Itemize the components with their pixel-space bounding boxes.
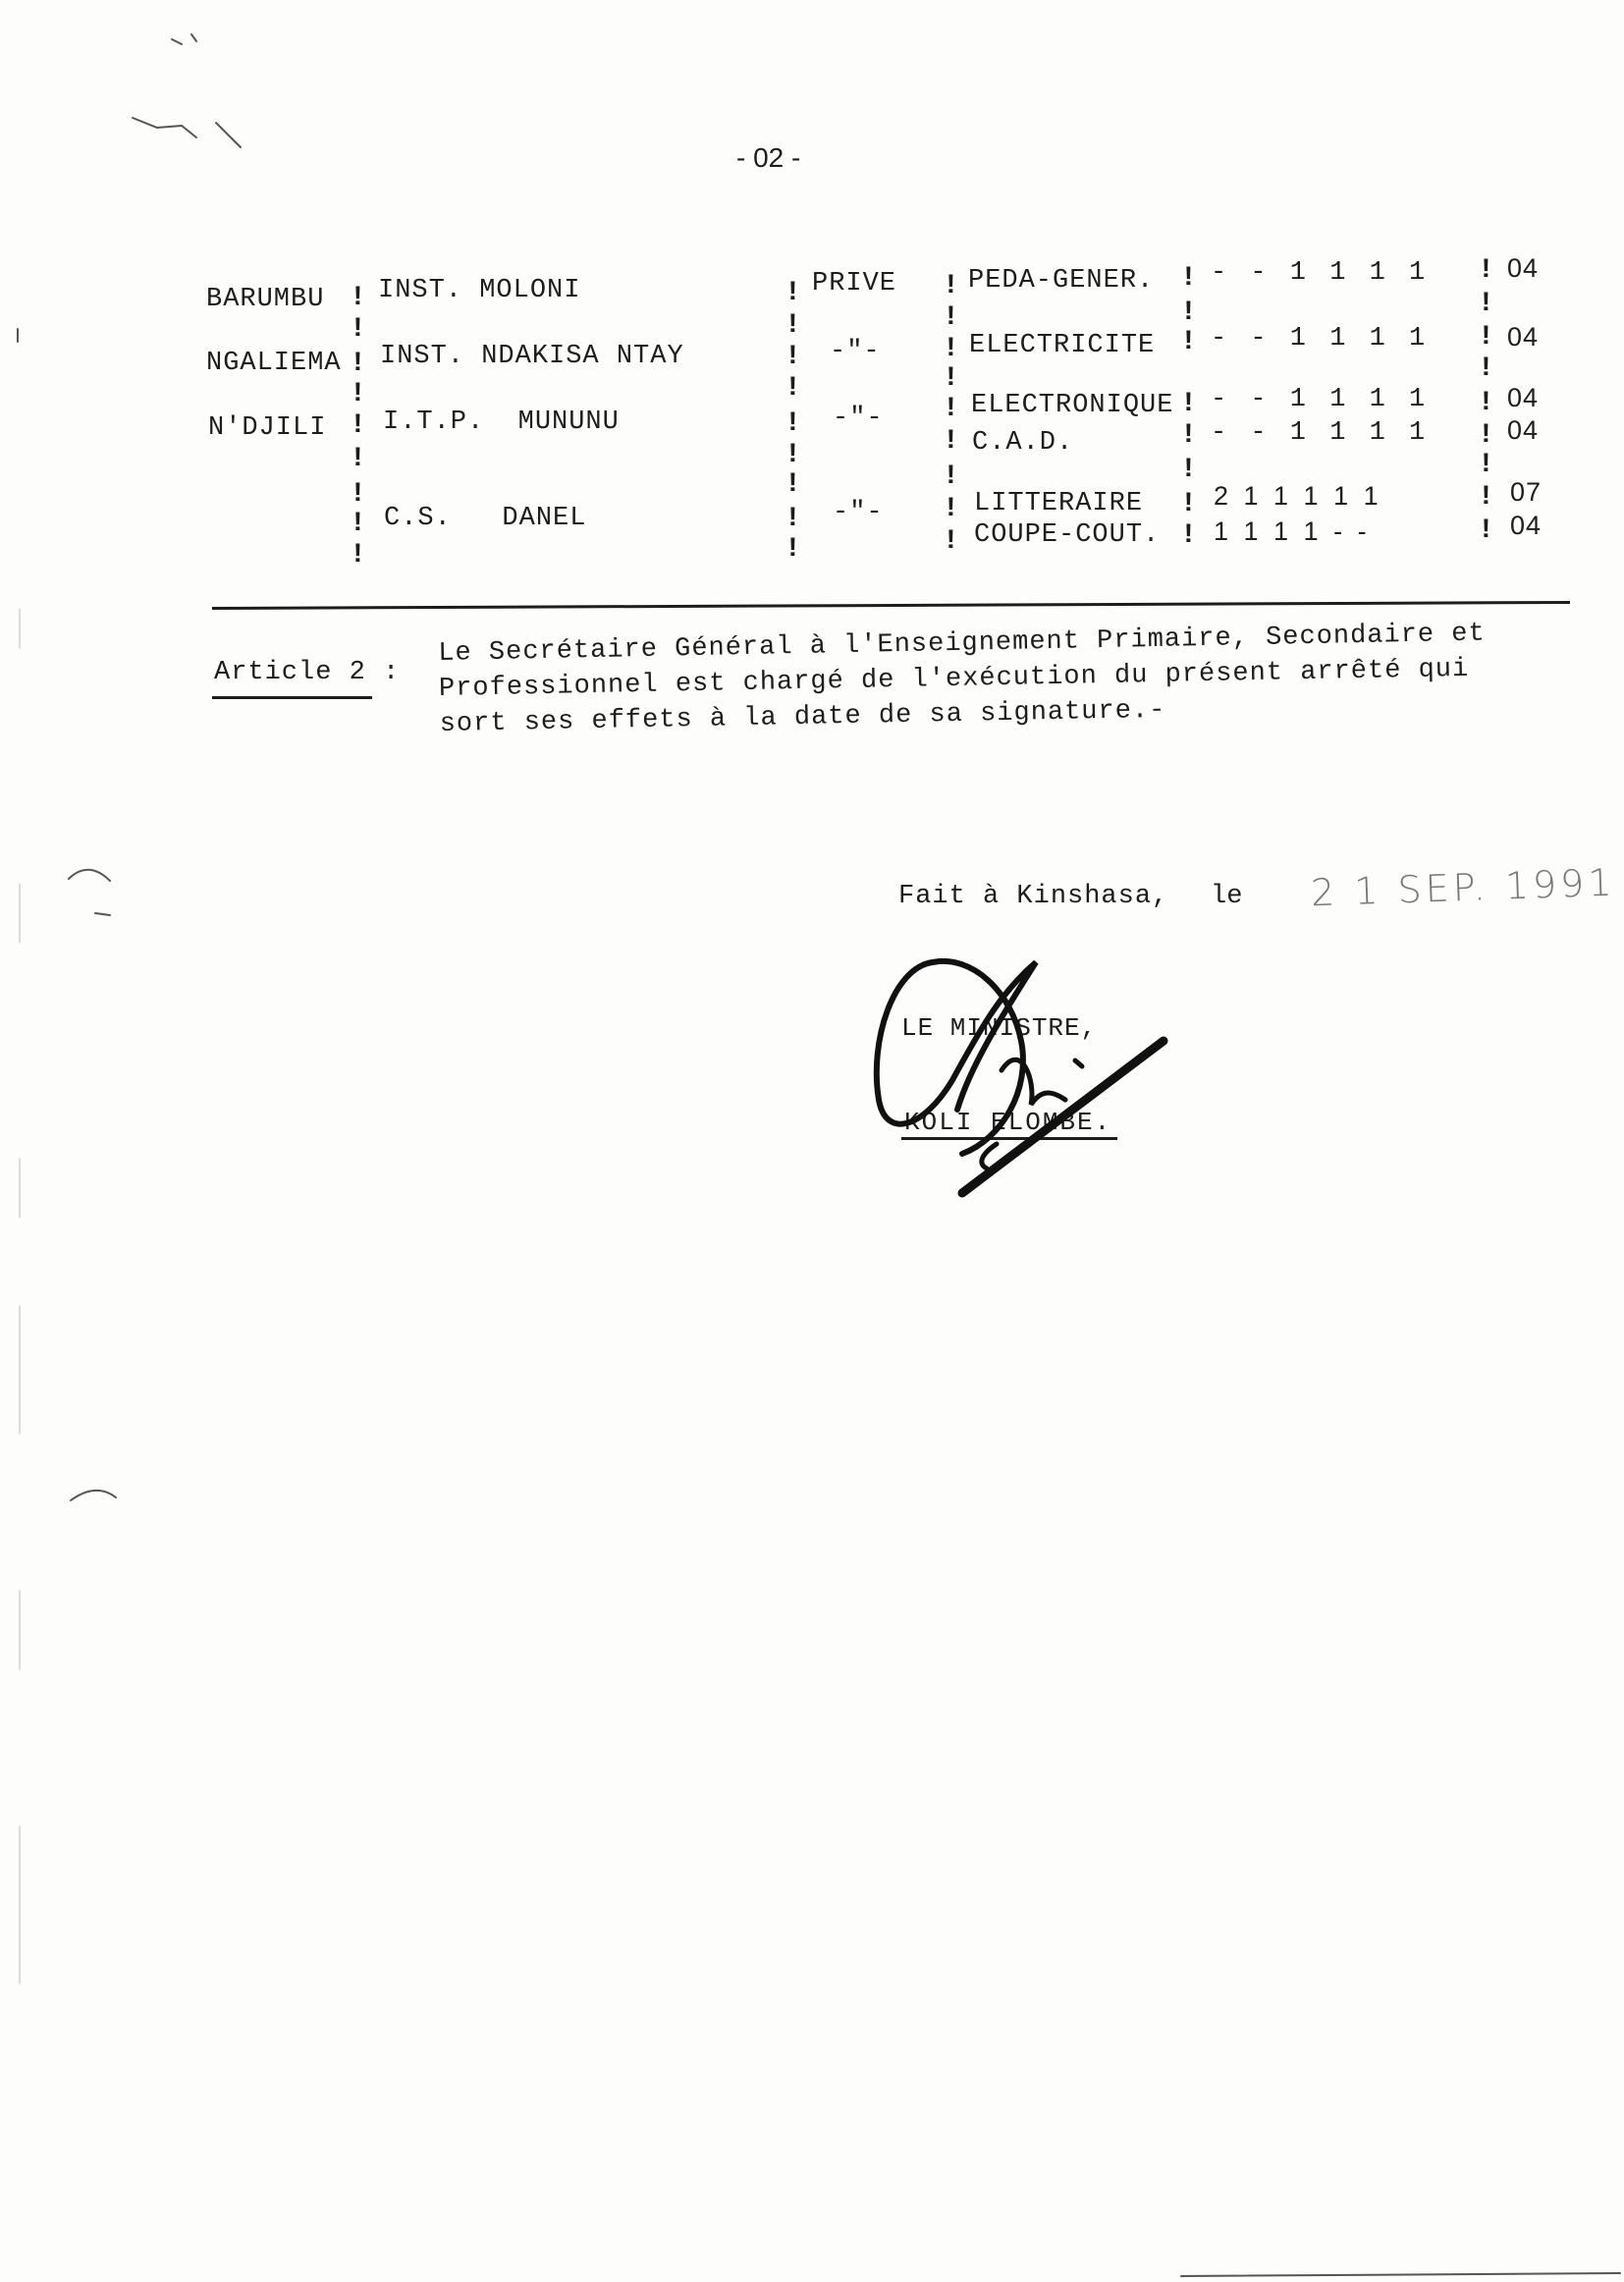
commune-cell: BARUMBU (206, 285, 325, 314)
place-line: Fait à Kinshasa, (898, 882, 1169, 911)
classes-cell: - - 1 1 1 1 (1211, 385, 1430, 414)
column-separator: ! (785, 342, 801, 372)
total-cell: 04 (1507, 322, 1540, 352)
date-prefix: le (1211, 882, 1243, 911)
commune-cell: N'DJILI (208, 413, 327, 443)
column-separator: ! (1180, 520, 1197, 551)
page-number: - 02 - (736, 142, 801, 173)
school-cell: I.T.P. MUNUNU (383, 408, 620, 437)
column-separator: ! (943, 462, 959, 492)
classes-cell: 2 1 1 1 1 1 (1214, 481, 1382, 511)
school-cell: INST. MOLONI (378, 276, 581, 305)
option-cell: ELECTRONIQUE (971, 391, 1174, 420)
column-separator: ! (1478, 420, 1494, 451)
article-line: sort ses effets à la date de sa signature.- (439, 695, 1166, 739)
column-separator: ! (943, 363, 959, 394)
column-separator: ! (1180, 420, 1197, 451)
column-separator: ! (785, 504, 801, 534)
column-separator: ! (785, 440, 801, 470)
classes-cell: - - 1 1 1 1 (1211, 258, 1430, 288)
date-stamp: 2 1 SEP. 1991 (1310, 860, 1617, 915)
column-separator: ! (350, 540, 366, 570)
classes-cell: 1 1 1 1 - - (1214, 516, 1371, 546)
column-separator: ! (1478, 289, 1494, 319)
column-separator: ! (350, 314, 366, 345)
column-separator: ! (350, 349, 366, 379)
total-cell: 04 (1507, 253, 1540, 283)
option-cell: PEDA-GENER. (968, 266, 1155, 296)
column-separator: ! (1180, 389, 1197, 419)
column-separator: ! (785, 310, 801, 341)
column-separator: ! (943, 394, 959, 424)
option-cell: LITTERAIRE (974, 489, 1144, 518)
option-cell: C.A.D. (972, 428, 1074, 458)
column-separator: ! (943, 494, 959, 524)
column-separator: ! (943, 302, 959, 333)
column-separator: ! (1180, 298, 1197, 328)
option-cell: COUPE-COUT. (974, 520, 1161, 550)
column-separator: ! (785, 469, 801, 500)
column-separator: ! (1180, 263, 1197, 294)
column-separator: ! (1478, 482, 1494, 513)
column-separator: ! (785, 534, 801, 565)
column-separator: ! (943, 426, 959, 457)
column-separator: ! (785, 278, 801, 308)
column-separator: ! (350, 509, 366, 539)
column-separator: ! (1478, 322, 1494, 353)
column-separator: ! (1180, 489, 1197, 519)
column-separator: ! (1478, 516, 1494, 546)
option-cell: ELECTRICITE (969, 331, 1156, 360)
school-cell: C.S. DANEL (384, 504, 587, 533)
commune-cell: NGALIEMA (206, 349, 342, 378)
article-line: Professionnel est chargé de l'exécution du présent arrêté qui (438, 654, 1470, 704)
column-separator: ! (350, 444, 366, 474)
column-separator: ! (350, 479, 366, 510)
total-cell: 07 (1510, 477, 1543, 507)
column-separator: ! (943, 334, 959, 364)
column-separator: ! (1478, 353, 1494, 384)
regime-cell: PRIVE (812, 269, 897, 299)
article-label: Article 2 : (214, 658, 401, 687)
column-separator: ! (350, 410, 366, 441)
column-separator: ! (1478, 388, 1494, 418)
column-separator: ! (1180, 455, 1197, 485)
regime-cell: -"- (833, 404, 884, 433)
column-separator: ! (943, 526, 959, 557)
total-cell: 04 (1510, 511, 1543, 540)
regime-cell: -"- (833, 498, 884, 527)
column-separator: ! (785, 373, 801, 404)
total-cell: 04 (1507, 415, 1540, 445)
column-separator: ! (785, 408, 801, 439)
signatory-title: LE MINISTRE, (901, 1013, 1098, 1043)
column-separator: ! (1478, 255, 1494, 286)
classes-cell: - - 1 1 1 1 (1211, 418, 1430, 448)
column-separator: ! (1478, 450, 1494, 480)
column-separator: ! (943, 271, 959, 301)
article-line: Le Secrétaire Général à l'Enseignement Primaire, Secondaire et (438, 619, 1487, 669)
total-cell: 04 (1507, 383, 1540, 412)
regime-cell: -"- (830, 337, 881, 366)
column-separator: ! (350, 283, 366, 313)
classes-cell: - - 1 1 1 1 (1211, 324, 1430, 353)
column-separator: ! (1180, 327, 1197, 357)
signatory-name: KOLI ELOMBE. (904, 1108, 1112, 1137)
column-separator: ! (350, 379, 366, 409)
school-cell: INST. NDAKISA NTAY (380, 342, 684, 371)
